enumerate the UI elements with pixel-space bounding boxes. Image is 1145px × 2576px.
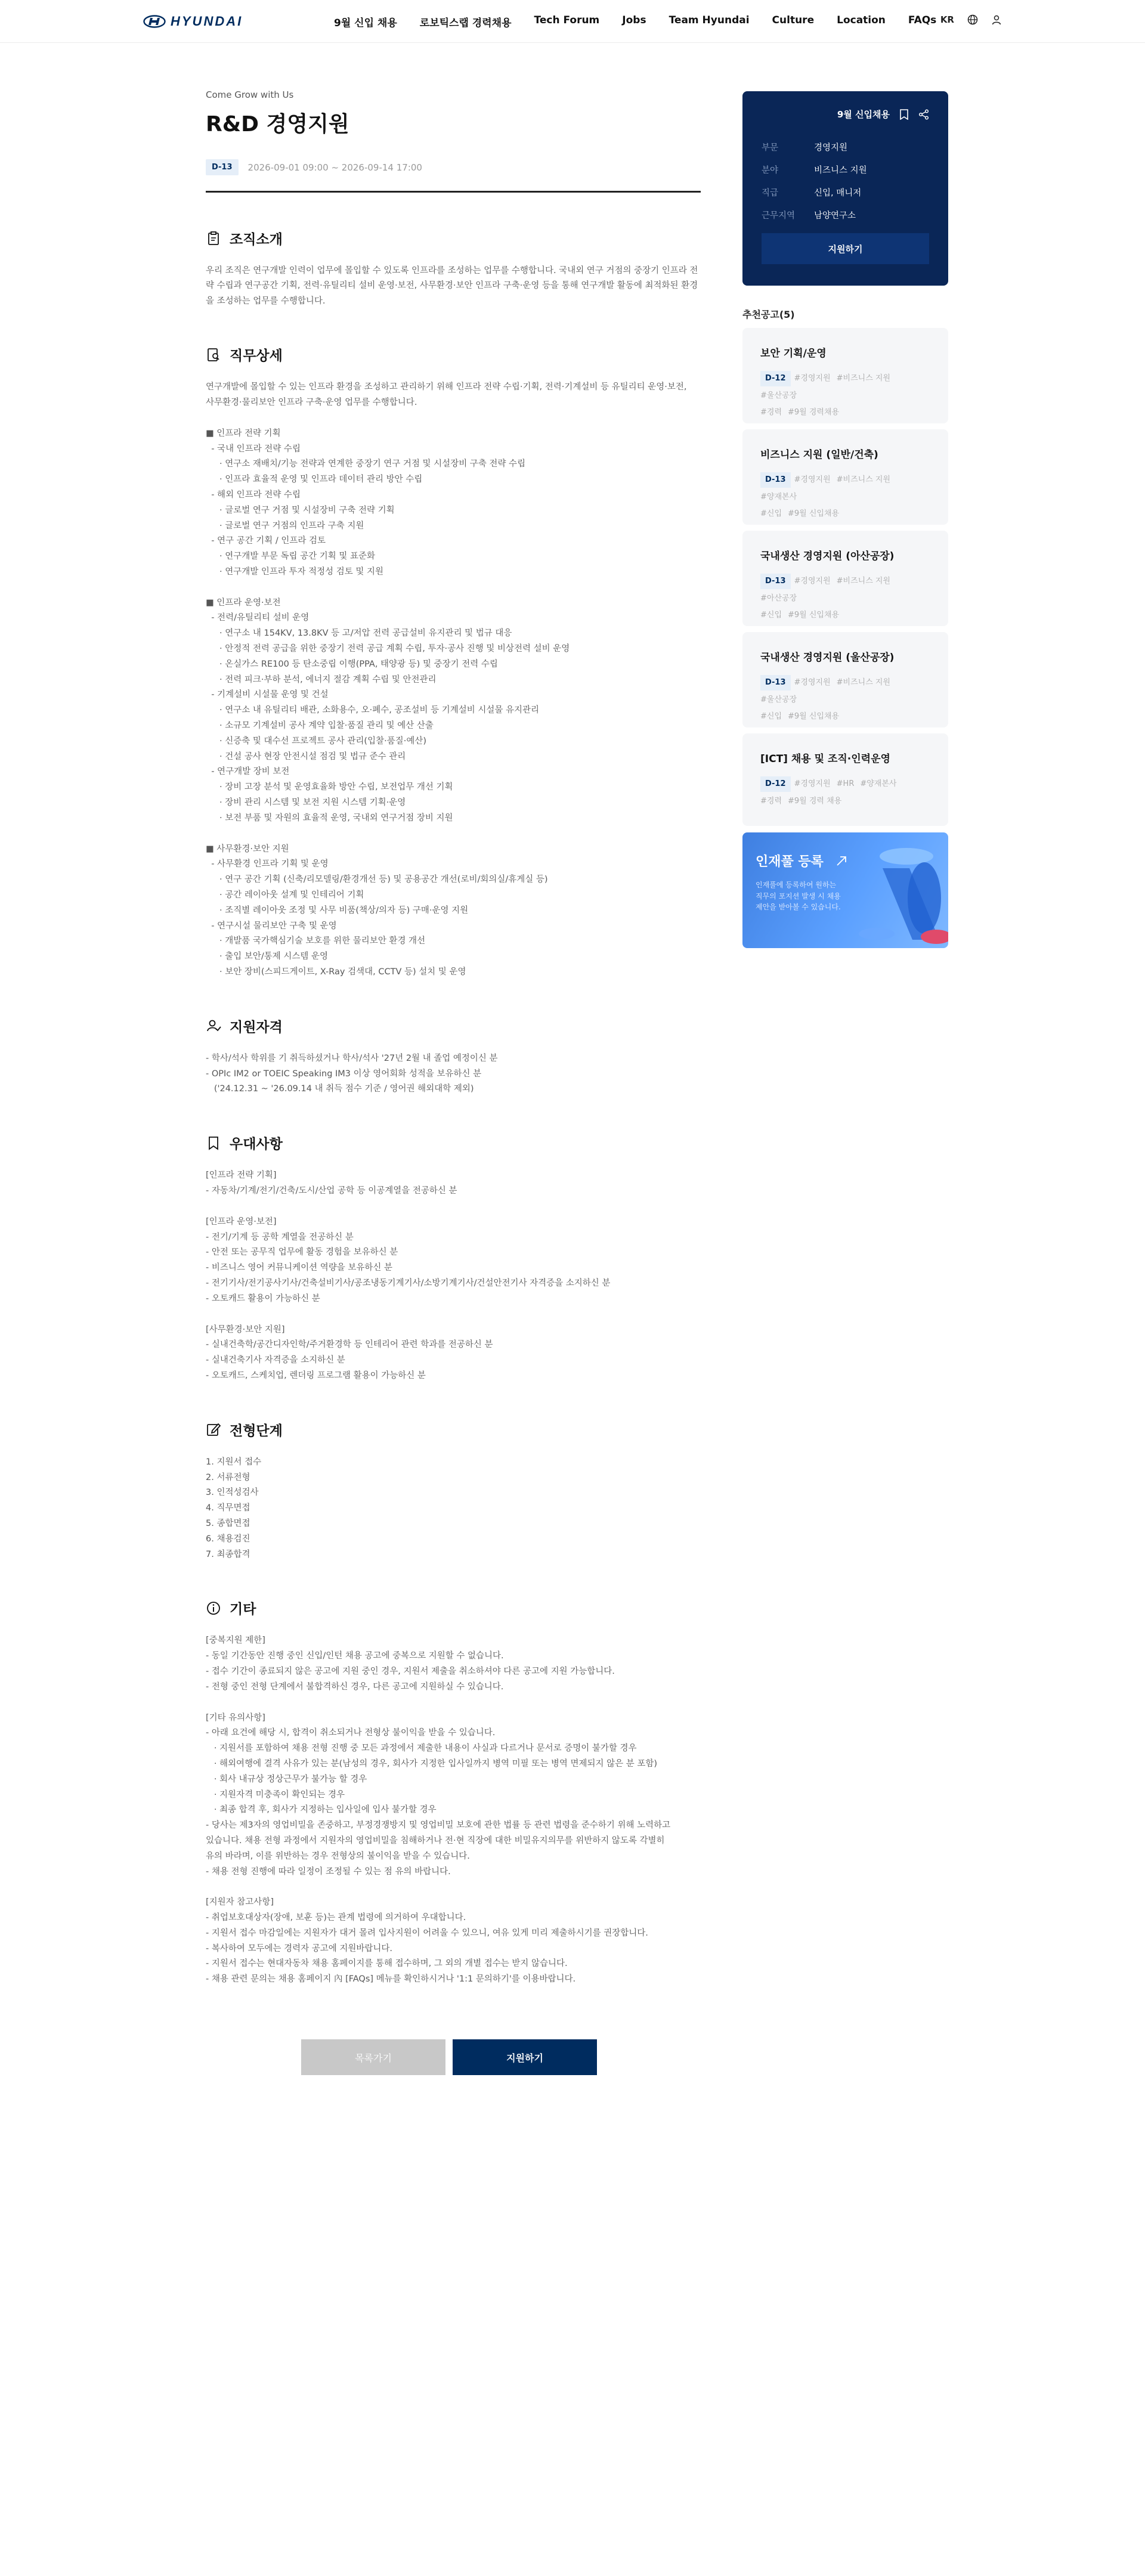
text-line: - 지원서 접수는 현대자동차 채용 홈페이지를 통해 접수하며, 그 외의 개별 접수는 받지 않습니다.: [206, 1959, 568, 1969]
preference-lines: [206, 1168, 701, 1384]
text-line: · 보안 장비(스피드게이트, X-Ray 검색대, CCTV 등) 설치 및 운영: [206, 967, 466, 977]
text-line: · 건설 공사 현장 안전시설 점검 및 법규 준수 관리: [206, 751, 406, 761]
dday-badge: D-12: [760, 371, 791, 386]
main-nav: [334, 14, 936, 29]
text-line: - 비즈니스 영어 커뮤니케이션 역량을 보유하신 분: [206, 1263, 393, 1273]
user-icon[interactable]: [991, 14, 1002, 25]
text-line: · 장비 고장 분석 및 운영효율화 방안 수립, 보전업무 개선 기획: [206, 782, 453, 792]
text-line: 1. 지원서 접수: [206, 1457, 262, 1467]
text-line: - 전기/기계 등 공학 계열을 전공하신 분: [206, 1232, 354, 1242]
bottom-buttons: [301, 2039, 597, 2075]
text-line: ■ 사무환경·보안 지원: [206, 844, 289, 854]
page-title: R&D 경영지원: [206, 112, 349, 137]
text-line: ■ 인프라 전략 기획: [206, 428, 281, 438]
list-button[interactable]: 목록가기: [301, 2039, 445, 2075]
text-line: · 장비 관리 시스템 및 보전 지원 시스템 기획·운영: [206, 798, 406, 808]
text-line: - 사무환경 인프라 기획 및 운영: [206, 859, 329, 869]
org-description: 우리 조직은 연구개발 인력이 업무에 몰입할 수 있도록 인프라를 조성하는 업무를 수행합니다. 국내외 연구 거점의 중장기 인프라 전략 수립과 연구공간 기획, 전력·유틸리티 설비 운영·보전, 사무환경·보안 인프라 구축·운영 등을 통해 연구개발 활동에 최적화된 환경을 조성하는 업무를 수행합니다.: [206, 266, 698, 306]
text-line: - 동일 기간동안 진행 중인 신입/인턴 채용 공고에 중복으로 지원할 수 없습니다.: [206, 1651, 504, 1661]
recommend-title: 추천공고(5): [742, 309, 795, 320]
text-line: - 취업보호대상자(장애, 보훈 등)는 관계 법령에 의거하여 우대합니다.: [206, 1913, 466, 1923]
recommend-card[interactable]: 보안 기획/운영 D-12 #경영지원 #비즈니스 지원#울산공장 #경력 #9월 경력채용: [742, 328, 948, 423]
recommend-card-title: 국내생산 경영지원 (울산공장): [760, 652, 895, 664]
text-line: [206, 411, 701, 426]
text-line: - 연구 공간 기획 / 인프라 검토: [206, 536, 326, 546]
dday-badge: D-13: [760, 472, 791, 488]
nav-item-location[interactable]: Location: [837, 14, 886, 26]
text-line: · 안정적 전력 공급을 위한 중장기 전력 공급 계획 수립, 투자·공사 진행 및 비상전력 설비 운영: [206, 644, 570, 654]
text-line: · 개발품 국가핵심기술 보호를 위한 물리보안 환경 개선: [206, 936, 426, 946]
text-line: 있습니다. 채용 전형 과정에서 지원자의 영업비밀을 침해하거나 전·현 직장에 대한 비밀유지의무를 위반하지 않도록 각별히: [206, 1835, 665, 1846]
nav-item-team-hyundai[interactable]: Team Hyundai: [669, 14, 750, 26]
eyebrow-text: Come Grow with Us: [206, 89, 294, 100]
globe-icon[interactable]: [967, 14, 978, 25]
section-duty: [206, 345, 701, 980]
share-icon[interactable]: [918, 109, 929, 120]
text-line: - 지원서 접수 마감일에는 지원자가 대거 몰려 입사지원이 어려울 수 있으니, 여유 있게 미리 제출하시기를 권장합니다.: [206, 1928, 648, 1938]
text-line: · 지원서를 포함하여 채용 전형 진행 중 모든 과정에서 제출한 내용이 사실과 다르거나 문서로 증명이 불가할 경우: [206, 1744, 637, 1754]
text-line: - 채용 관련 문의는 채용 홈페이지 內 [FAQs] 메뉴를 확인하시거나 '1:1 문의하기'를 이용바랍니다.: [206, 1974, 576, 1984]
recommend-card[interactable]: 국내생산 경영지원 (아산공장) D-13 #경영지원 #비즈니스 지원#아산공장 #신입 #9월 신입채용: [742, 531, 948, 626]
text-line: · 연구개발 부문 독립 공간 기획 및 표준화: [206, 552, 376, 562]
text-line: - 복사하여 모두에는 경력자 공고에 지원바랍니다.: [206, 1943, 393, 1953]
user-check-icon: [206, 1018, 221, 1033]
talent-pool-banner[interactable]: [742, 832, 948, 948]
nav-item-jobs[interactable]: Jobs: [622, 14, 646, 26]
text-line: · 연구소 재배치/기능 전략과 연계한 중장기 연구 거점 및 시설장비 구축 전략 수립: [206, 459, 526, 469]
text-line: [206, 1695, 701, 1711]
nav-item-sep-newcomer[interactable]: 9월 신입 채용: [334, 17, 397, 29]
text-line: · 공간 레이아웃 설계 및 인테리어 기획: [206, 890, 364, 900]
nav-item-culture[interactable]: Culture: [772, 14, 815, 26]
text-line: · 온실가스 RE100 등 탄소중립 이행(PPA, 태양광 등) 및 중장기 전력 수립: [206, 659, 498, 669]
nav-item-faqs[interactable]: FAQs: [908, 14, 937, 26]
text-line: [206, 1307, 701, 1323]
job-detail: [206, 89, 701, 1987]
section-title: 지원자격: [230, 1019, 283, 1035]
text-line: · 글로벌 연구 거점의 인프라 구축 지원: [206, 521, 364, 531]
duty-lines: [206, 380, 701, 980]
document-search-icon: [206, 347, 221, 363]
recommend-card-title: 보안 기획/운영: [760, 348, 827, 360]
text-line: [중복지원 제한]: [206, 1636, 265, 1646]
text-line: - 당사는 제3자의 영업비밀을 존중하고, 부정경쟁방지 및 영업비밀 보호에 관한 법률 등 관련 법령을 준수하기 위해 노력하고: [206, 1820, 671, 1831]
text-line: [인프라 전략 기획]: [206, 1171, 277, 1181]
banner-description: 인재풀에 등록하여 원하는 직무의 포지션 발생 시 채용 제안을 받아볼 수 있습니다.: [756, 881, 841, 912]
text-line: - 접수 기간이 종료되지 않은 공고에 지원 중인 경우, 지원서 제출을 취소하셔야 다른 공고에 지원 가능합니다.: [206, 1666, 615, 1676]
text-line: · 전력 피크·부하 분석, 에너지 절감 계획 수립 및 안전관리: [206, 674, 437, 685]
info-icon: [206, 1600, 221, 1616]
logo-text: HYUNDAI: [171, 14, 243, 29]
text-line: · 조직별 레이아웃 조정 및 사무 비품(책상/의자 등) 구매·운영 지원: [206, 905, 469, 915]
text-line: - 실내건축기사 자격증을 소지하신 분: [206, 1355, 345, 1366]
section-qualification: [206, 1016, 701, 1097]
recommend-card-title: 국내생산 경영지원 (아산공장): [760, 550, 895, 562]
text-line: · 보전 부품 및 자원의 효율적 운영, 국내외 연구거점 장비 지원: [206, 813, 453, 823]
text-line: - 오토캐드 활용이 가능하신 분: [206, 1293, 320, 1304]
recommend-card[interactable]: [ICT] 채용 및 조직·인력운영 D-12 #경영지원 #HR #양재본사 #경력 #9월 경력 채용: [742, 733, 948, 826]
text-line: · 출입 보안/통제 시스템 운영: [206, 952, 329, 962]
text-line: · 연구개발 인프라 투자 적정성 검토 및 지원: [206, 566, 384, 577]
qualification-lines: [206, 1051, 701, 1097]
dday-badge: D-13: [206, 159, 239, 175]
etc-lines: [206, 1633, 701, 1987]
section-title: 우대사항: [230, 1137, 283, 1153]
section-etc: [206, 1598, 701, 1987]
summary-row: 직급 신입, 매니저: [762, 188, 862, 198]
text-line: · 회사 내규상 정상근무가 불가능 할 경우: [206, 1774, 367, 1784]
summary-row: 부문 경영지원: [762, 143, 848, 153]
hyundai-logo[interactable]: [143, 14, 243, 29]
arrow-up-right-icon: [835, 855, 847, 867]
text-line: 4. 직무면접: [206, 1503, 250, 1513]
dday-badge: D-13: [760, 675, 791, 691]
text-line: 2. 서류전형: [206, 1472, 250, 1482]
text-line: · 글로벌 연구 거점 및 시설장비 구축 전략 기획: [206, 505, 395, 515]
text-line: - 국내 인프라 전략 수립: [206, 444, 301, 454]
section-preference: [206, 1133, 701, 1384]
text-line: · 연구소 내 유틸리티 배관, 소화용수, 오·폐수, 공조설비 등 기계설비 시설물 유지관리: [206, 705, 540, 716]
text-line: ■ 인프라 운영·보전: [206, 597, 281, 608]
text-line: - 전기기사/전기공사기사/건축설비기사/공조냉동기계기사/소방기계기사/건설안전기사 자격증을 소지하신 분: [206, 1278, 611, 1288]
global-header: [0, 0, 1145, 43]
text-line: · 연구 공간 기획 (신축/리모델링/환경개선 등) 및 공용공간 개선(로비/회의실/휴게실 등): [206, 875, 548, 885]
text-line: [206, 1880, 701, 1895]
text-line: - 연구개발 장비 보전: [206, 767, 290, 777]
text-line: 3. 인적성검사: [206, 1488, 259, 1498]
dday-badge: D-13: [760, 574, 791, 589]
text-line: 7. 최종합격: [206, 1549, 250, 1559]
application-period: 2026-09-01 09:00 ~ 2026-09-14 17:00: [247, 162, 422, 173]
text-line: [사무환경·보안 지원]: [206, 1324, 285, 1335]
summary-head: 9월 신입채용: [837, 109, 890, 120]
hyundai-emblem-icon: [143, 15, 166, 28]
text-line: 6. 채용검진: [206, 1534, 250, 1544]
text-line: - 기계설비 시설물 운영 및 건설: [206, 690, 329, 700]
text-line: ('24.12.31 ~ '26.09.14 내 취득 점수 기준 / 영어권 해외대학 제외): [206, 1084, 474, 1094]
text-line: - 채용 전형 진행에 따라 일정이 조정될 수 있는 점 유의 바랍니다.: [206, 1866, 451, 1877]
section-title: 기타: [230, 1602, 256, 1618]
text-line: · 소규모 기계설비 공사 계약 입찰·품질 관리 및 예산 산출: [206, 721, 434, 731]
job-meta: [206, 159, 701, 193]
summary-row: 분야 비즈니스 지원: [762, 166, 867, 175]
banner-title: 인재풀 등록: [756, 854, 824, 869]
text-line: - 해외 인프라 전략 수립: [206, 490, 301, 500]
text-line: 5. 종합면접: [206, 1518, 250, 1528]
text-line: - 전력/유틸리티 설비 운영: [206, 613, 310, 623]
text-line: - 자동차/기계/전기/건축/도시/산업 공학 등 이공계열을 전공하신 분: [206, 1186, 457, 1196]
text-line: [206, 580, 701, 596]
text-line: - 연구시설 물리보안 구축 및 운영: [206, 921, 337, 931]
text-line: · 해외여행에 결격 사유가 있는 분(남성의 경우, 회사가 지정한 입사일까지 병역 미필 또는 병역 면제되지 않은 분 포함): [206, 1758, 658, 1769]
text-line: [206, 1199, 701, 1215]
section-title: 직무상세: [230, 348, 283, 364]
section-org: [206, 228, 701, 309]
text-line: · 최종 합격 후, 회사가 지정하는 입사일에 입사 불가할 경우: [206, 1805, 437, 1815]
recommend-card[interactable]: 비즈니스 지원 (일반/건축) D-13 #경영지원 #비즈니스 지원#양재본사 #신입 #9월 신입채용: [742, 429, 948, 525]
text-line: · 연구소 내 154KV, 13.8KV 등 고/저압 전력 공급설비 유지관리 및 법규 대응: [206, 628, 512, 639]
bookmark-icon[interactable]: [899, 109, 909, 120]
text-line: - 실내건축학/공간디자인학/주거환경학 등 인테리어 관련 학과를 전공하신 분: [206, 1340, 493, 1350]
apply-button[interactable]: 지원하기: [453, 2039, 597, 2075]
nav-item-tech-forum[interactable]: Tech Forum: [534, 14, 600, 26]
text-line: - 아래 요건에 해당 시, 합격이 취소되거나 전형상 불이익을 받을 수 있습니다.: [206, 1728, 496, 1738]
section-steps: [206, 1420, 701, 1563]
nav-item-robotics-career[interactable]: 로보틱스랩 경력채용: [419, 17, 512, 29]
bookmark-icon: [206, 1135, 221, 1151]
text-line: [지원자 참고사항]: [206, 1897, 274, 1908]
text-line: [206, 826, 701, 842]
text-line: - 안전 또는 공무직 업무에 활동 경험을 보유하신 분: [206, 1247, 398, 1258]
text-line: 연구개발에 몰입할 수 있는 인프라 환경을 조성하고 관리하기 위해 인프라 전략 수립·기획, 전력·기계설비 등 유틸리티 운영·보전,: [206, 382, 687, 392]
sidebar-apply-button[interactable]: 지원하기: [762, 233, 929, 264]
text-line: · 인프라 효율적 운영 및 인프라 데이터 관리 방안 수립: [206, 475, 423, 485]
section-title: 조직소개: [230, 232, 283, 247]
text-line: · 지원자격 미충족이 확인되는 경우: [206, 1789, 345, 1800]
text-line: - 오토캐드, 스케치업, 렌더링 프로그램 활용이 가능하신 분: [206, 1370, 426, 1380]
summary-row: 근무지역 남양연구소: [762, 211, 856, 221]
text-line: [기타 유의사항]: [206, 1713, 265, 1723]
edit-icon: [206, 1422, 221, 1437]
clipboard-icon: [206, 231, 221, 246]
text-line: - 학사/석사 학위를 기 취득하셨거나 학사/석사 '27년 2월 내 졸업 예정이신 분: [206, 1053, 498, 1063]
language-toggle[interactable]: KR: [940, 14, 954, 25]
recommend-card-title: [ICT] 채용 및 조직·인력운영: [760, 753, 890, 765]
dday-badge: D-12: [760, 776, 791, 792]
job-summary-card: [742, 91, 948, 286]
text-line: [인프라 운영·보전]: [206, 1216, 277, 1227]
section-title: 전형단계: [230, 1423, 283, 1439]
recommend-card[interactable]: 국내생산 경영지원 (울산공장) D-13 #경영지원 #비즈니스 지원#울산공장 #신입 #9월 신입채용: [742, 632, 948, 727]
text-line: - OPIc IM2 or TOEIC Speaking IM3 이상 영어회화 성적을 보유하신 분: [206, 1069, 482, 1079]
step-lines: [206, 1455, 701, 1563]
recommend-card-title: 비즈니스 지원 (일반/건축): [760, 449, 878, 461]
text-line: 유의 바라며, 이를 위반하는 경우 전형상의 불이익을 받을 수 있습니다.: [206, 1851, 470, 1861]
header-utilities: [940, 14, 1002, 25]
text-line: · 신증축 및 대수선 프로젝트 공사 관리(입찰·품질·예산): [206, 736, 426, 746]
text-line: - 전형 중인 전형 단계에서 불합격하신 경우, 다른 공고에 지원하실 수 있습니다.: [206, 1682, 504, 1692]
text-line: 사무환경·물리보안 인프라 구축·운영 업무를 수행합니다.: [206, 397, 417, 407]
